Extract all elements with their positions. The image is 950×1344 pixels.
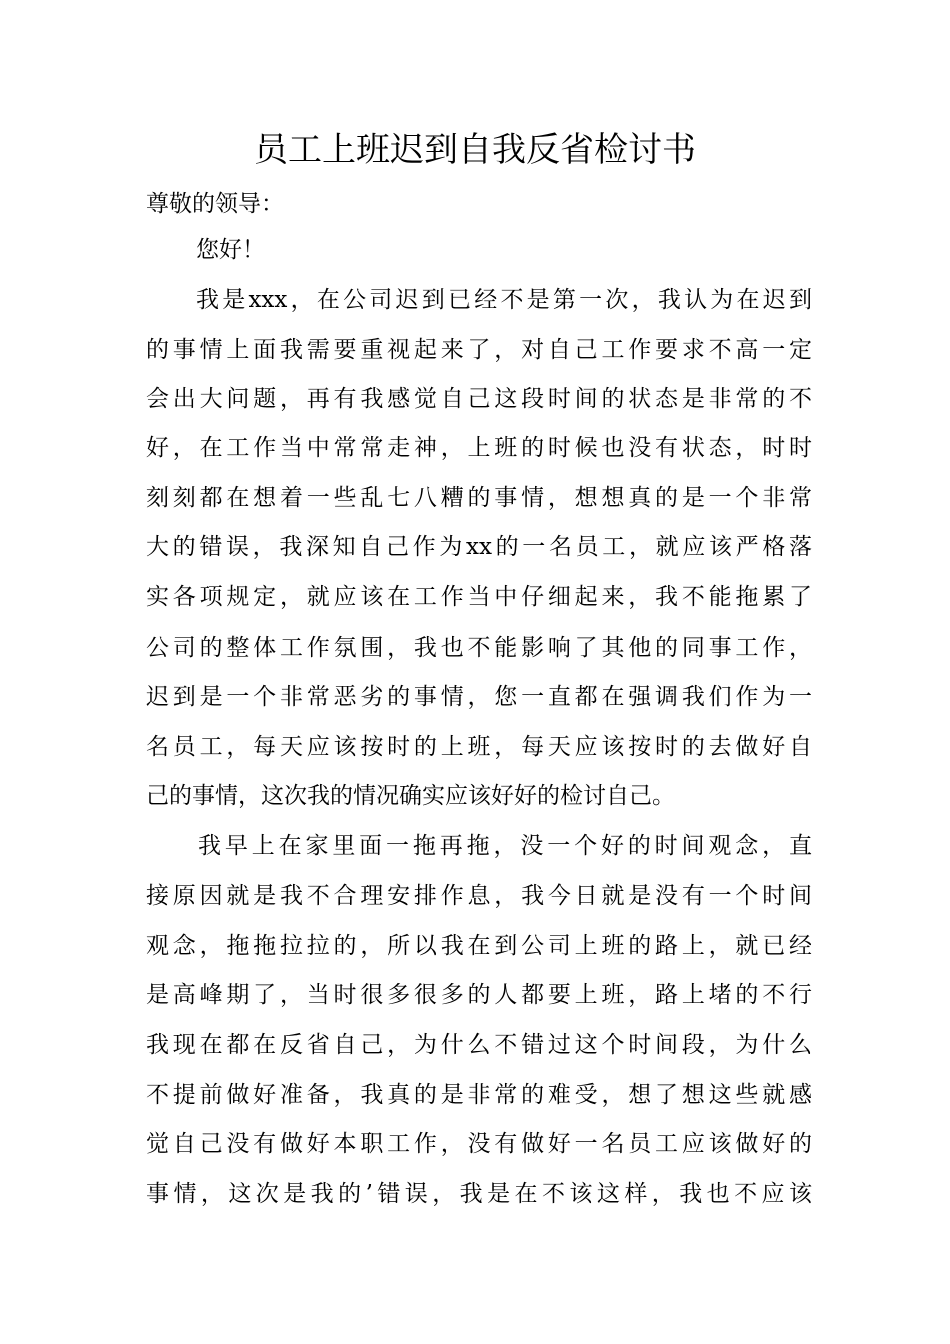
paragraph-2-line-6: 不提前做好准备，我真的是非常的难受，想了想这些就感 [146,1082,812,1108]
paragraph-1-line-11: 己的事情，这次我的情况确实应该好好的检讨自己。 [146,783,675,809]
paragraph-1-line-10: 名员工，每天应该按时的上班，每天应该按时的去做好自 [146,734,812,760]
paragraph-2-line-8: 事情，这次是我的’错误，我是在不该这样，我也不应该 [146,1181,812,1207]
document-title: 员工上班迟到自我反省检讨书 [254,130,696,170]
paragraph-1-line-3: 会出大问题，再有我感觉自己这段时间的状态是非常的不 [146,386,812,412]
greeting: 您好！ [196,237,265,263]
salutation: 尊敬的领导： [146,191,284,217]
paragraph-2-line-5: 我现在都在反省自己，为什么不错过这个时间段，为什么 [146,1032,812,1058]
paragraph-1-line-2: 的事情上面我需要重视起来了，对自己工作要求不高一定 [146,337,812,363]
paragraph-1-line-5: 刻刻都在想着一些乱七八糟的事情，想想真的是一个非常 [146,485,812,511]
paragraph-2-line-3: 观念，拖拖拉拉的，所以我在到公司上班的路上，就已经 [146,933,812,959]
paragraph-1-line-1: 我是xxx，在公司迟到已经不是第一次，我认为在迟到 [196,287,812,313]
paragraph-1-line-8: 公司的整体工作氛围，我也不能影响了其他的同事工作， [146,635,812,661]
paragraph-2-line-4: 是高峰期了，当时很多很多的人都要上班，路上堵的不行 [146,982,812,1008]
paragraph-2-line-7: 觉自己没有做好本职工作，没有做好一名员工应该做好的 [146,1131,812,1157]
paragraph-1-line-4: 好，在工作当中常常走神，上班的时候也没有状态，时时 [146,435,812,461]
paragraph-1-line-7: 实各项规定，就应该在工作当中仔细起来，我不能拖累了 [146,584,812,610]
paragraph-2-line-2: 接原因就是我不合理安排作息，我今日就是没有一个时间 [146,883,812,909]
paragraph-1-line-9: 迟到是一个非常恶劣的事情，您一直都在强调我们作为一 [146,684,812,710]
paragraph-1-line-6: 大的错误，我深知自己作为xx的一名员工，就应该严格落 [146,534,812,560]
paragraph-2-line-1: 我早上在家里面一拖再拖，没一个好的时间观念，直 [198,833,812,859]
